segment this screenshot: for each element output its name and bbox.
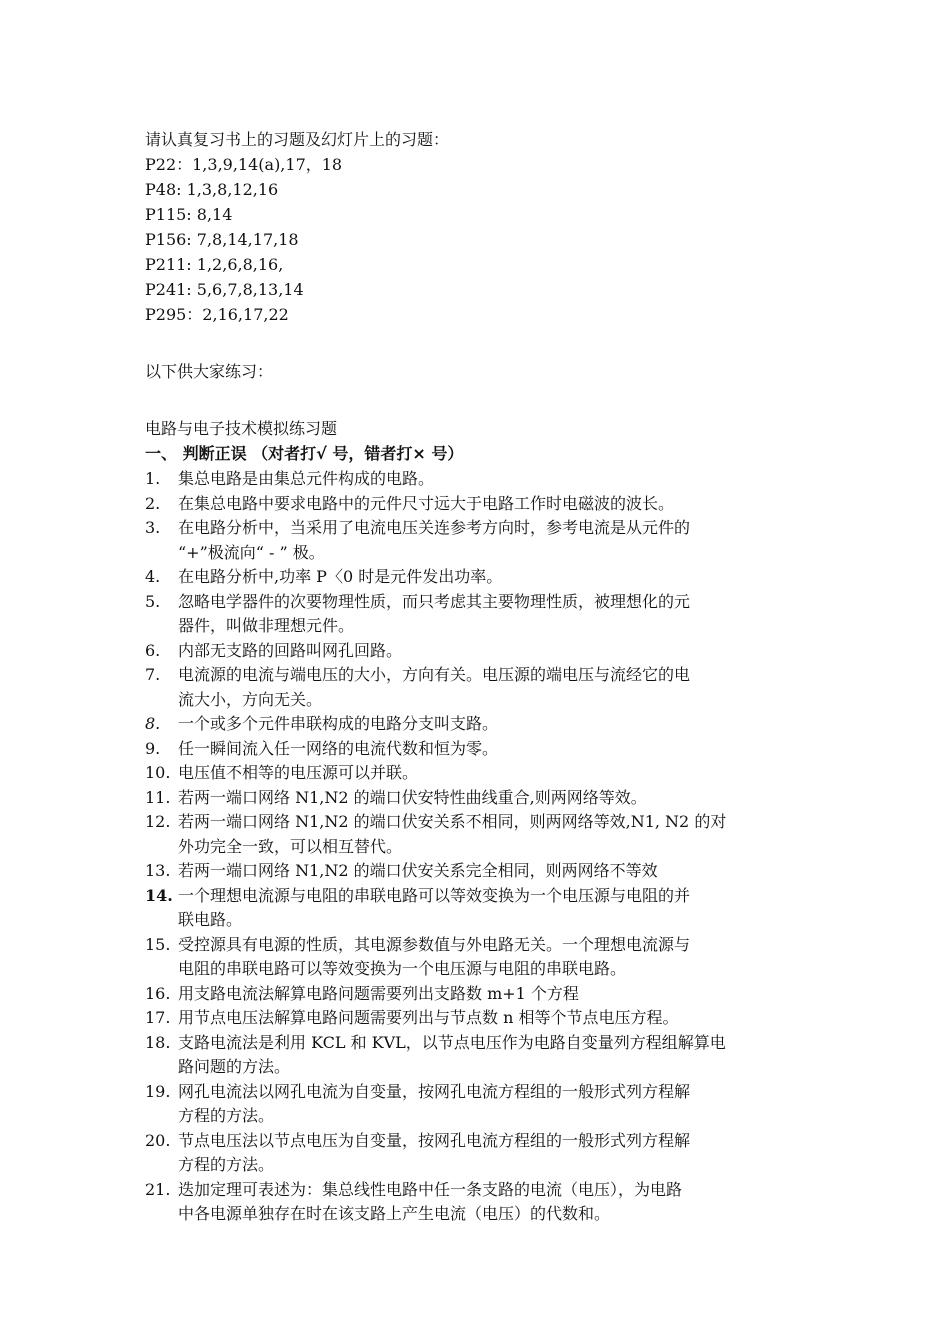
practice-note: 以下供大家练习：: [145, 362, 274, 381]
review-page-line: P295：2,16,17,22: [145, 305, 289, 324]
review-page-line: P115: 8,14: [145, 205, 233, 224]
question-number: 4.: [145, 567, 161, 586]
question-item: [145, 786, 815, 811]
question-number: 9.: [145, 738, 161, 758]
question-number: 17.: [145, 1008, 171, 1027]
question-item: [145, 663, 815, 712]
question-item: [145, 982, 815, 1007]
question-item: [145, 712, 815, 737]
question-text: 在电路分析中,功率 P〈0 时是元件发出功率。: [178, 567, 503, 586]
question-text: 受控源具有电源的性质，其电源参数值与外电路无关。一个理想电流源与 电阻的串联电路可以等效变换为一个电压源与电阻的串联电路。: [178, 934, 691, 978]
question-text: 一个理想电流源与电阻的串联电路可以等效变换为一个电压源与电阻的并 联电路。: [178, 885, 691, 929]
intro-text: 请认真复习书上的习题及幻灯片上的习题：: [145, 130, 450, 149]
question-number: 11.: [145, 787, 171, 807]
review-page-list: [145, 152, 815, 327]
question-text: 忽略电学器件的次要物理性质，而只考虑其主要物理性质，被理想化的元 器件，叫做非理想元件。: [178, 591, 691, 635]
question-number: 10.: [145, 763, 171, 782]
question-item: [145, 590, 815, 639]
question-item: [145, 933, 815, 982]
question-number: 20.: [145, 1130, 171, 1150]
question-item: [145, 859, 815, 884]
question-item: [145, 492, 815, 517]
question-number: 19.: [145, 1081, 171, 1101]
question-number: 18.: [145, 1032, 171, 1052]
question-text: 节点电压法以节点电压为自变量，按网孔电流方程组的一般形式列方程解 方程的方法。: [178, 1130, 691, 1174]
question-number: 5.: [145, 591, 161, 611]
question-text: 支路电流法是利用 KCL 和 KVL，以节点电压作为电路自变量列方程组解算电 路问题的方法。: [178, 1032, 726, 1076]
question-text: 集总电路是由集总元件构成的电路。: [178, 469, 435, 488]
question-text: 电流源的电流与端电压的大小，方向有关。电压源的端电压与流经它的电 流大小，方向无关。: [178, 665, 691, 709]
spacer: [145, 384, 815, 416]
question-item: [145, 1031, 815, 1080]
question-number: 7.: [145, 665, 161, 684]
question-item: [145, 1006, 815, 1031]
review-page-line: P156: 7,8,14,17,18: [145, 230, 299, 249]
question-text: 在电路分析中，当采用了电流电压关连参考方向时，参考电流是从元件的 “+”极流向“ - ” 极。: [178, 518, 691, 562]
question-item: [145, 467, 815, 492]
question-number: 1.: [145, 469, 161, 488]
document-page: [145, 127, 815, 1227]
exam-title: 电路与电子技术模拟练习题: [145, 419, 338, 438]
review-page-line: P22：1,3,9,14(a),17，18: [145, 155, 343, 174]
question-number: 21.: [145, 1179, 171, 1199]
question-number: 15.: [145, 934, 171, 954]
review-page-line: P48: 1,3,8,12,16: [145, 180, 279, 199]
question-text: 一个或多个元件串联构成的电路分支叫支路。: [178, 714, 499, 733]
question-item: [145, 1178, 815, 1227]
review-page-line: P211: 1,2,6,8,16,: [145, 255, 284, 274]
question-text: 若两一端口网络 N1,N2 的端口伏安特性曲线重合,则两网络等效。: [178, 787, 647, 807]
question-number: 12.: [145, 812, 171, 831]
question-item: [145, 1129, 815, 1178]
question-item: [145, 639, 815, 664]
question-number: 13.: [145, 861, 171, 880]
question-item: [145, 761, 815, 786]
question-text: 电压值不相等的电压源可以并联。: [178, 763, 419, 782]
question-text: 用支路电流法解算电路问题需要列出支路数 m+1 个方程: [178, 983, 579, 1003]
question-text: 任一瞬间流入任一网络的电流代数和恒为零。: [178, 738, 499, 758]
review-page-line: P241: 5,6,7,8,13,14: [145, 280, 304, 299]
question-number: 6.: [145, 640, 161, 660]
question-number: 14.: [145, 885, 173, 905]
section-heading: 一、 判断正误 （对者打√ 号，错者打× 号）: [145, 444, 464, 463]
question-text: 用节点电压法解算电路问题需要列出与节点数 n 相等个节点电压方程。: [178, 1008, 679, 1027]
question-item: [145, 516, 815, 565]
question-number: 3.: [145, 518, 161, 537]
question-text: 在集总电路中要求电路中的元件尺寸远大于电路工作时电磁波的波长。: [178, 493, 675, 513]
question-text: 内部无支路的回路叫网孔回路。: [178, 640, 403, 660]
question-text: 网孔电流法以网孔电流为自变量，按网孔电流方程组的一般形式列方程解 方程的方法。: [178, 1081, 691, 1125]
question-item: [145, 1080, 815, 1129]
question-item: [145, 884, 815, 933]
question-list: [145, 467, 815, 1227]
question-text: 迭加定理可表述为：集总线性电路中任一条支路的电流（电压），为电路 中各电源单独存在时在该支路上产生电流（电压）的代数和。: [178, 1179, 683, 1223]
question-text: 若两一端口网络 N1,N2 的端口伏安关系不相同，则两网络等效,N1, N2 的对 外功完全一致，可以相互替代。: [178, 812, 727, 856]
question-item: [145, 810, 815, 859]
question-number: 8.: [145, 714, 161, 733]
question-item: [145, 737, 815, 762]
spacer: [145, 327, 815, 359]
question-number: 2.: [145, 493, 161, 513]
question-item: [145, 565, 815, 590]
question-number: 16.: [145, 983, 171, 1003]
question-text: 若两一端口网络 N1,N2 的端口伏安关系完全相同，则两网络不等效: [178, 861, 658, 880]
